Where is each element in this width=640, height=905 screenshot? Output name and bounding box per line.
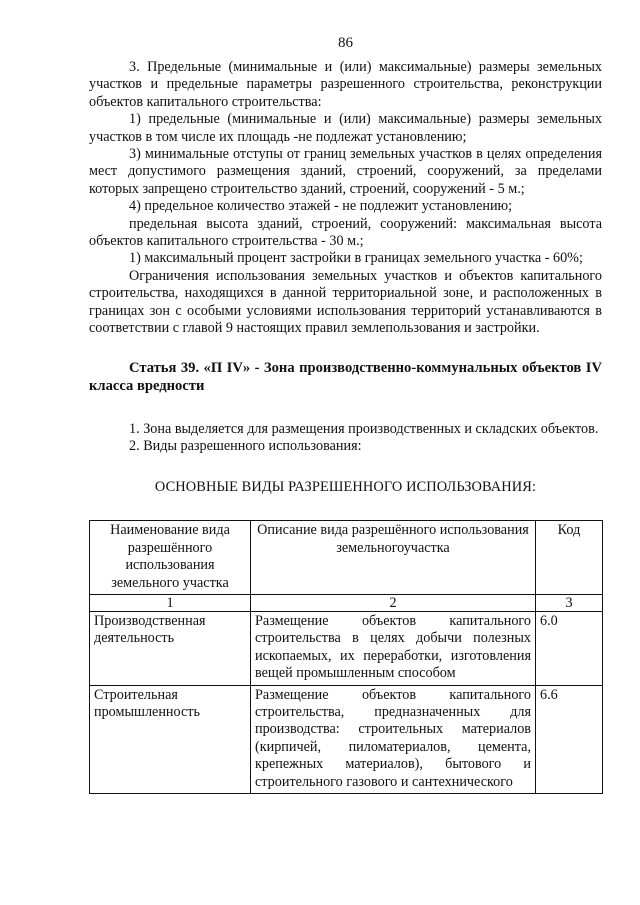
table-header-row [90, 521, 603, 595]
section-title: ОСНОВНЫЕ ВИДЫ РАЗРЕШЕННОГО ИСПОЛЬЗОВАНИЯ: [154, 479, 537, 496]
usage-table [89, 520, 603, 794]
paragraph-height: предельная высота зданий, строений, сооружений: максимальная высота объектов капитального строительства - 30 м.; [89, 215, 602, 250]
paragraph-zone-purpose: 1. Зона выделяется для размещения производственных и складских объектов. [129, 420, 599, 437]
table-row [90, 685, 603, 793]
row-name: Производственная деятельность [90, 611, 251, 685]
paragraph-coverage: 1) максимальный процент застройки в границах земельного участка - 60%; [129, 250, 583, 267]
row-description: Размещение объектов капитального строительства в целях добычи полезных ископаемых, их переработки, изготовления вещей промышленным способом [251, 611, 536, 685]
paragraph-setbacks: 3) минимальные отступы от границ земельных участков в целях определения мест допустимого размещения зданий, строений, сооружений, за пределами которых запрещено строительство зданий, строений, сооружений - 5 м.; [89, 146, 602, 197]
column-number: 3 [536, 594, 603, 611]
paragraph-floors: 4) предельное количество этажей - не подлежит установлению; [129, 198, 513, 215]
paragraph-restrictions: Ограничения использования земельных участков и объектов капитального строительства, находящихся в данной территориальной зоне, и расположенных в границах зон с особыми условиями использования территорий устанавливаются в соответствии с главой 9 настоящих правил землепользования и застройки. [89, 267, 602, 337]
document-page [89, 34, 602, 794]
header-code: Код [536, 521, 603, 595]
page-number: 86 [338, 35, 353, 51]
column-number: 1 [90, 594, 251, 611]
table-column-numbers-row [90, 594, 603, 611]
paragraph-usage-types: 2. Виды разрешенного использования: [129, 437, 362, 454]
paragraph-limits-intro: 3. Предельные (минимальные и (или) максимальные) размеры земельных участков и предельные параметры разрешенного строительства, реконструкции объектов капитального строительства: [89, 59, 602, 110]
row-description: Размещение объектов капитального строительства, предназначенных для производства: строительных материалов (кирпичей, пиломатериалов, цемента, крепежных материалов), бытового и строительного газового и сантехнического [251, 685, 536, 793]
row-name: Строительная промышленность [90, 685, 251, 793]
row-code: 6.0 [536, 611, 603, 685]
paragraph-plot-size: 1) предельные (минимальные и (или) максимальные) размеры земельных участков в том числе их площадь -не подлежат установлению; [89, 111, 602, 145]
header-description: Описание вида разрешённого использования земельногоучастка [251, 521, 536, 595]
article-heading: Статья 39. «П IV» - Зона производственно-коммунальных объектов IV класса вредности [89, 359, 602, 394]
header-name: Наименование вида разрешённого использования земельного участка [90, 521, 251, 595]
column-number: 2 [251, 594, 536, 611]
table-row [90, 611, 603, 685]
row-code: 6.6 [536, 685, 603, 793]
